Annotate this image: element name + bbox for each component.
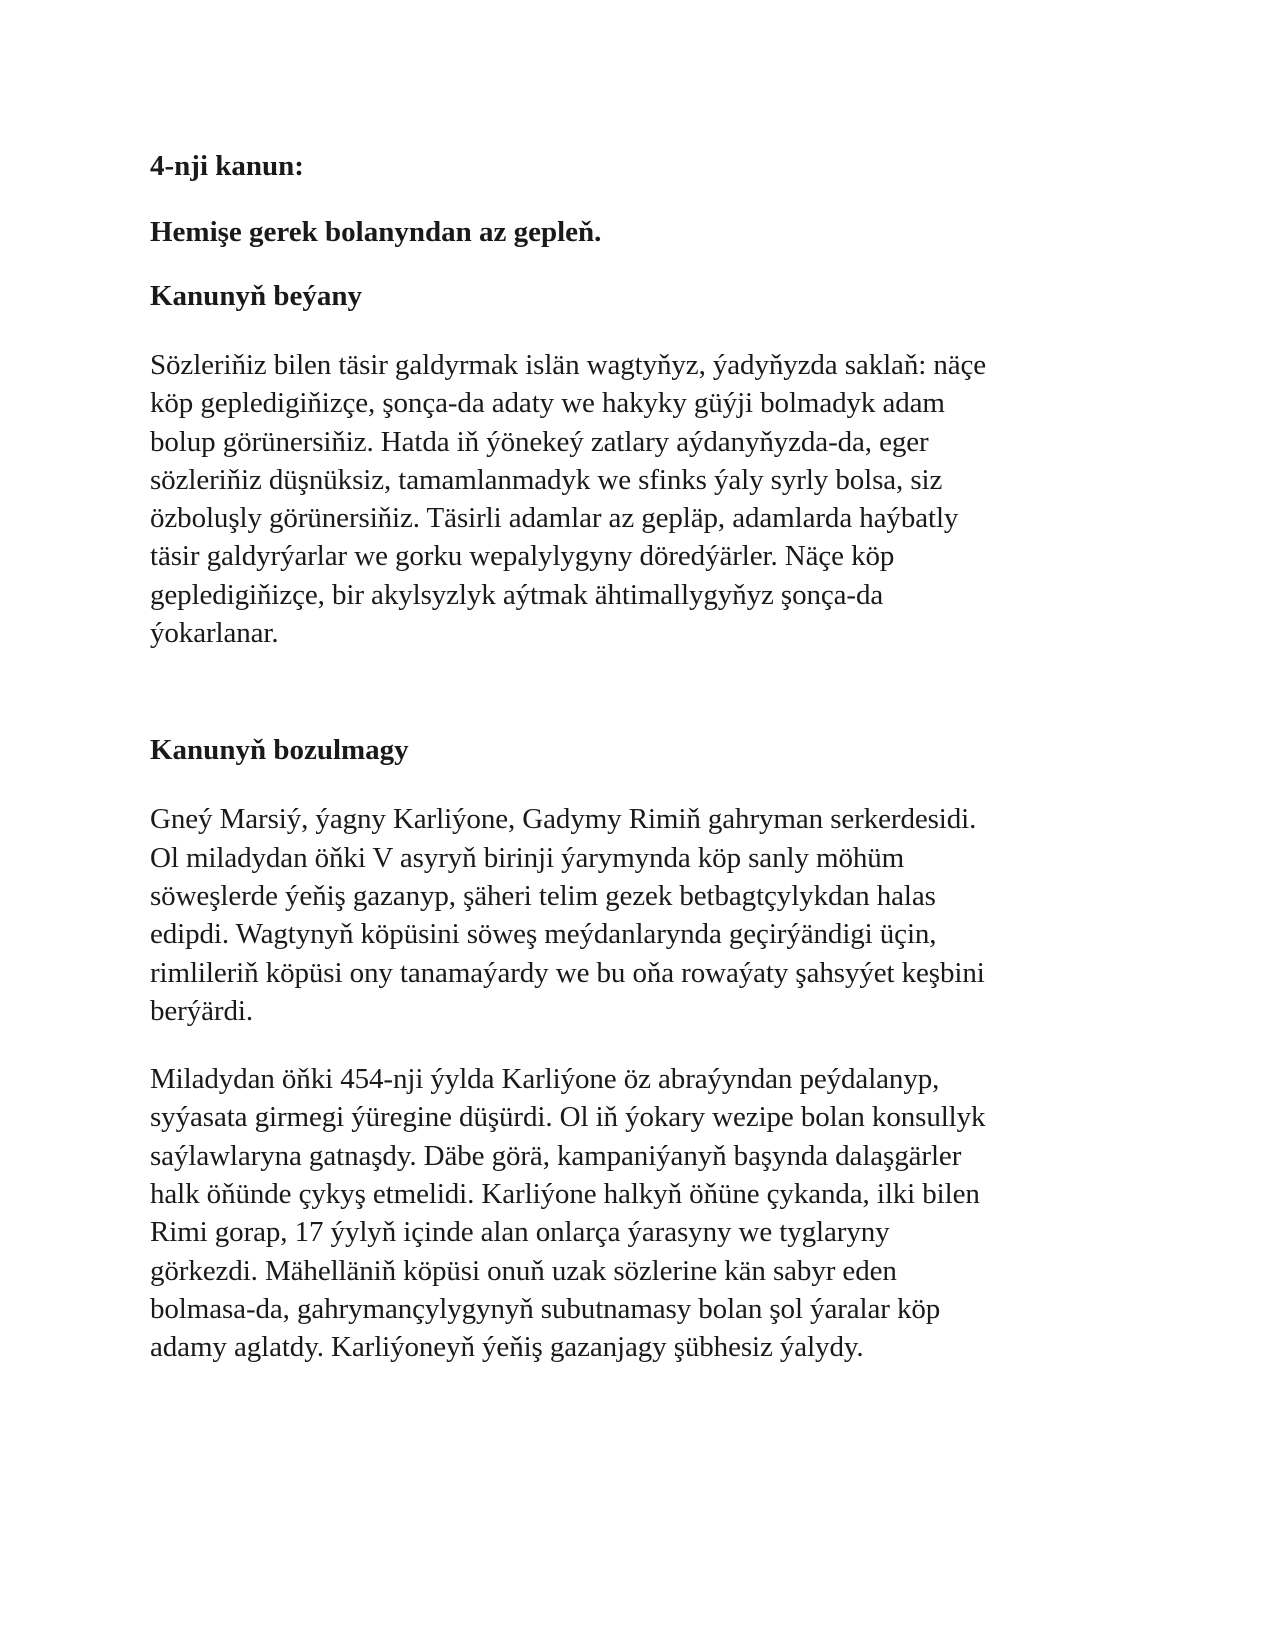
section-heading-law-description: Kanunyň beýany	[150, 280, 362, 312]
text-line: halk öňünde çykyş etmelidi. Karliýone halkyň öňüne çykanda, ilki bilen	[150, 1178, 980, 1211]
law-description-paragraph	[150, 346, 1135, 652]
text-line: Rimi gorap, 17 ýylyň içinde alan onlarça ýarasyny we tyglaryny	[150, 1216, 890, 1249]
violation-paragraph-1	[150, 800, 1135, 1030]
text-line: bolup görünersiňiz. Hatda iň ýönekeý zatlary aýdanyňyzda-da, eger	[150, 425, 929, 458]
text-line: saýlawlaryna gatnaşdy. Däbe görä, kampaniýanyň başynda dalaşgärler	[150, 1139, 962, 1172]
text-line: täsir galdyrýarlar we gorku wepalylygyny döredýärler. Näçe köp	[150, 540, 895, 573]
section-heading-law-violation: Kanunyň bozulmagy	[150, 734, 409, 767]
text-line: Miladydan öňki 454-nji ýylda Karliýone öz abraýyndan peýdalanyp,	[150, 1063, 940, 1096]
text-line: söweşlerde ýeňiş gazanyp, şäheri telim gezek betbagtçylykdan halas	[150, 879, 936, 912]
text-line: köp gepledigiňizçe, şonça-da adaty we hakyky güýji bolmadyk adam	[150, 387, 945, 420]
text-line: özboluşly görünersiňiz. Täsirli adamlar az gepläp, adamlarda haýbatly	[150, 502, 959, 535]
text-line: Ol miladydan öňki V asyryň birinji ýarymynda köp sanly möhüm	[150, 841, 905, 874]
law-statement: Hemişe gerek bolanyndan az gepleň.	[150, 216, 602, 248]
text-line: sözleriňiz düşnüksiz, tamamlanmadyk we sfinks ýaly syrly bolsa, siz	[150, 463, 943, 496]
text-line: edipdi. Wagtynyň köpüsini söweş meýdanlarynda geçirýändigi üçin,	[150, 918, 937, 951]
law-number-heading: 4-nji kanun:	[150, 150, 304, 182]
violation-paragraph-2	[150, 1060, 1135, 1366]
text-line: berýärdi.	[150, 994, 253, 1027]
text-line: rimlileriň köpüsi ony tanamaýardy we bu oňa rowaýaty şahsyýet keşbini	[150, 956, 985, 989]
text-line: adamy aglatdy. Karliýoneyň ýeňiş gazanjagy şübhesiz ýalydy.	[150, 1331, 864, 1364]
text-line: ýokarlanar.	[150, 617, 279, 650]
text-line: Sözleriňiz bilen täsir galdyrmak islän wagtyňyz, ýadyňyzda saklaň: näçe	[150, 349, 987, 381]
text-line: bolmasa-da, gahrymançylygynyň subutnamasy bolan şol ýaralar köp	[150, 1292, 941, 1325]
text-line: görkezdi. Mähelläniň köpüsi onuň uzak sözlerine kän sabyr eden	[150, 1254, 897, 1287]
text-line: syýasata girmegi ýüregine düşürdi. Ol iň ýokary wezipe bolan konsullyk	[150, 1101, 986, 1134]
text-line: gepledigiňizçe, bir akylsyzlyk aýtmak ähtimallygyňyz şonça-da	[150, 578, 884, 611]
text-line: Gneý Marsiý, ýagny Karliýone, Gadymy Rimiň gahryman serkerdesidi.	[150, 803, 977, 836]
page-content	[150, 148, 1135, 1367]
